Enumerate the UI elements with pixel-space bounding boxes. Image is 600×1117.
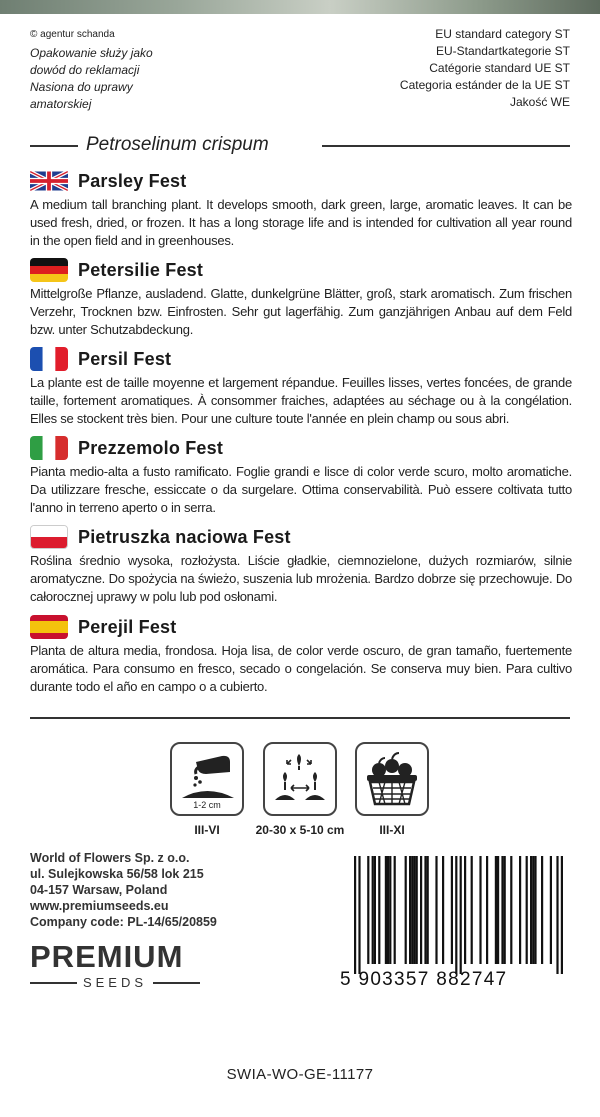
barcode-bar — [532, 856, 534, 964]
barcode-bar — [550, 856, 552, 964]
logo-line — [153, 982, 200, 984]
barcode-bar — [435, 856, 437, 964]
barcode-bar — [413, 856, 415, 964]
barcode-bar — [354, 856, 356, 974]
barcode-bar — [427, 856, 429, 964]
poland-flag-icon — [30, 525, 68, 549]
category-line: Categoria estánder de la UE ST — [399, 78, 570, 92]
logo-seeds: SEEDS — [82, 975, 148, 990]
barcode-bar — [530, 856, 532, 964]
sowing-depth-icon — [170, 742, 244, 816]
company-street: ul. Sulejkowska 56/58 lok 215 — [30, 867, 204, 881]
barcode-bar — [385, 856, 387, 964]
barcode-bar — [389, 856, 391, 964]
agentur-credit: © agentur schanda — [30, 29, 115, 40]
left-header-line: amatorskiej — [30, 97, 92, 111]
left-header-line: dowód do reklamacji — [30, 63, 140, 77]
company-code: Company code: PL-14/65/20859 — [30, 915, 217, 929]
barcode-bar — [541, 856, 543, 964]
section-divider — [30, 717, 570, 719]
category-line: EU-Standartkategorie ST — [435, 44, 570, 58]
barcode-bar — [479, 856, 481, 964]
barcode-bar — [367, 856, 369, 964]
barcode-bar — [358, 856, 360, 974]
barcode-bar — [420, 856, 422, 964]
top-photo-strip — [0, 0, 600, 14]
lang-title: Parsley Fest — [78, 170, 187, 191]
logo-line — [30, 982, 77, 984]
lang-block-de — [30, 256, 572, 339]
lang-description: Mittelgroße Pflanze, ausladend. Glatte, dunkelgrüne Blätter, groß, stark aromatisch. Zum frischen Verzehr, Trocknen bzw. Einfrosten. Sehr gut lagerfähig. Zum ganzjährigen Anbau auf dem Feld bzw. unter Schutzabdeckung. — [30, 286, 572, 337]
barcode-bar — [378, 856, 380, 964]
barcode-bar — [394, 856, 396, 964]
barcode-bars — [340, 856, 572, 974]
barcode-bar — [497, 856, 499, 964]
barcode-bar — [409, 856, 411, 964]
barcode-bar — [471, 856, 473, 964]
barcode-bar — [442, 856, 444, 964]
barcode-bar — [504, 856, 506, 964]
lang-title: Petersilie Fest — [78, 259, 204, 280]
lang-block-fr — [30, 345, 572, 428]
lang-title: Prezzemolo Fest — [78, 437, 224, 458]
barcode-bar — [519, 856, 521, 964]
barcode-bar — [526, 856, 528, 964]
company-name: World of Flowers Sp. z o.o. — [30, 851, 190, 865]
lang-title: Pietruszka naciowa Fest — [78, 526, 291, 547]
france-flag-icon — [30, 347, 68, 371]
sowing-months: III-VI — [194, 823, 220, 837]
barcode-bar — [556, 856, 558, 974]
category-line: Catégorie standard UE ST — [429, 61, 570, 75]
left-header-line: Opakowanie służy jako — [30, 46, 153, 60]
lang-description: Pianta medio-alta a fusto ramificato. Foglie grandi e lisce di color verde scuro, molto aromatiche. Da utilizzare fresche, essiccate o da surgelare. Ottima conservabilità. Può essere coltivata tutto l'anno in terreno aperto o in serra. — [30, 464, 572, 515]
barcode-bar — [455, 856, 457, 974]
barcode-bar — [451, 856, 453, 964]
left-header-line: Nasiona do uprawy — [30, 80, 133, 94]
logo-premium: PREMIUM — [30, 939, 184, 974]
right-header — [400, 26, 570, 111]
harvest-basket-icon — [355, 742, 429, 816]
barcode-bar — [416, 856, 418, 964]
barcode-bar — [486, 856, 488, 964]
germany-flag-icon — [30, 258, 68, 282]
barcode-bar — [534, 856, 536, 964]
barcode-bar — [424, 856, 426, 964]
lang-description: Planta de altura media, frondosa. Hoja lisa, de color verde oscuro, de gran tamaño, fuertemente aromática. Para consumo en fresco, secado o congelación. Se conserva muy bien. Para cultivo durante todo el año en campo o a cubierto. — [30, 643, 572, 694]
harvest-months: III-XI — [379, 823, 405, 837]
lang-block-it — [30, 434, 572, 517]
product-code: SWIA-WO-GE-11177 — [226, 1066, 374, 1083]
barcode-digits: 5 903357 882747 — [340, 969, 508, 990]
left-header — [30, 26, 153, 113]
barcode-bar — [501, 856, 503, 964]
lang-block-pl — [30, 523, 572, 606]
barcode-bar — [374, 856, 376, 964]
lang-description: Roślina średnio wysoka, rozłożysta. Liście gładkie, ciemnozielone, dużych rozmiarów, silnie aromatyczne. Do spożycia na świeżo, suszenia lub mrożenia. Bardzo dobrze się przechowuje. Do całorocznej uprawy w polu lub pod osłonami. — [30, 553, 572, 604]
barcode-bar — [387, 856, 389, 964]
sowing-depth-text: 1-2 cm — [193, 800, 221, 810]
company-address — [30, 850, 217, 930]
lang-description: A medium tall branching plant. It develops smooth, dark green, large, aromatic leaves. It can be used fresh, dried, or frozen. It has a long storage life and is intended for cultivation all year round in the open field and in greenhouses. — [30, 197, 572, 248]
spain-flag-icon — [30, 615, 68, 639]
barcode-bar — [460, 856, 462, 974]
barcode-bar — [495, 856, 497, 964]
lang-block-en — [30, 167, 572, 250]
barcode-bar — [464, 856, 466, 964]
barcode-bar — [372, 856, 374, 964]
barcode — [340, 856, 572, 994]
barcode-bar — [411, 856, 413, 964]
lang-block-es — [30, 613, 572, 696]
category-line: Jakość WE — [509, 95, 570, 109]
lang-title: Perejil Fest — [78, 616, 177, 637]
lang-description: La plante est de taille moyenne et largement répandue. Feuilles lisses, vertes foncées, de grande taille, fortement aromatiques. À consommer fraiches, adaptées au séchage ou à la congélation. Elles se stockent très bien. Pour une culture toute l'année en plein champ ou sous abri. — [30, 375, 572, 426]
lang-title: Persil Fest — [78, 348, 172, 369]
uk-flag-icon — [30, 169, 68, 193]
barcode-bar — [510, 856, 512, 964]
italy-flag-icon — [30, 436, 68, 460]
species-row — [30, 134, 570, 156]
plant-spacing-icon — [263, 742, 337, 816]
company-city: 04-157 Warsaw, Poland — [30, 883, 168, 897]
species-name: Petroselinum crispum — [86, 134, 269, 155]
barcode-bar — [405, 856, 407, 964]
company-website: www.premiumseeds.eu — [30, 899, 169, 913]
premium-seeds-logo — [30, 940, 200, 990]
spacing-text: 20-30 x 5-10 cm — [255, 823, 345, 837]
category-line: EU standard category ST — [435, 27, 570, 41]
barcode-bar — [561, 856, 563, 974]
divider-line — [322, 145, 570, 147]
divider-line — [30, 145, 78, 147]
